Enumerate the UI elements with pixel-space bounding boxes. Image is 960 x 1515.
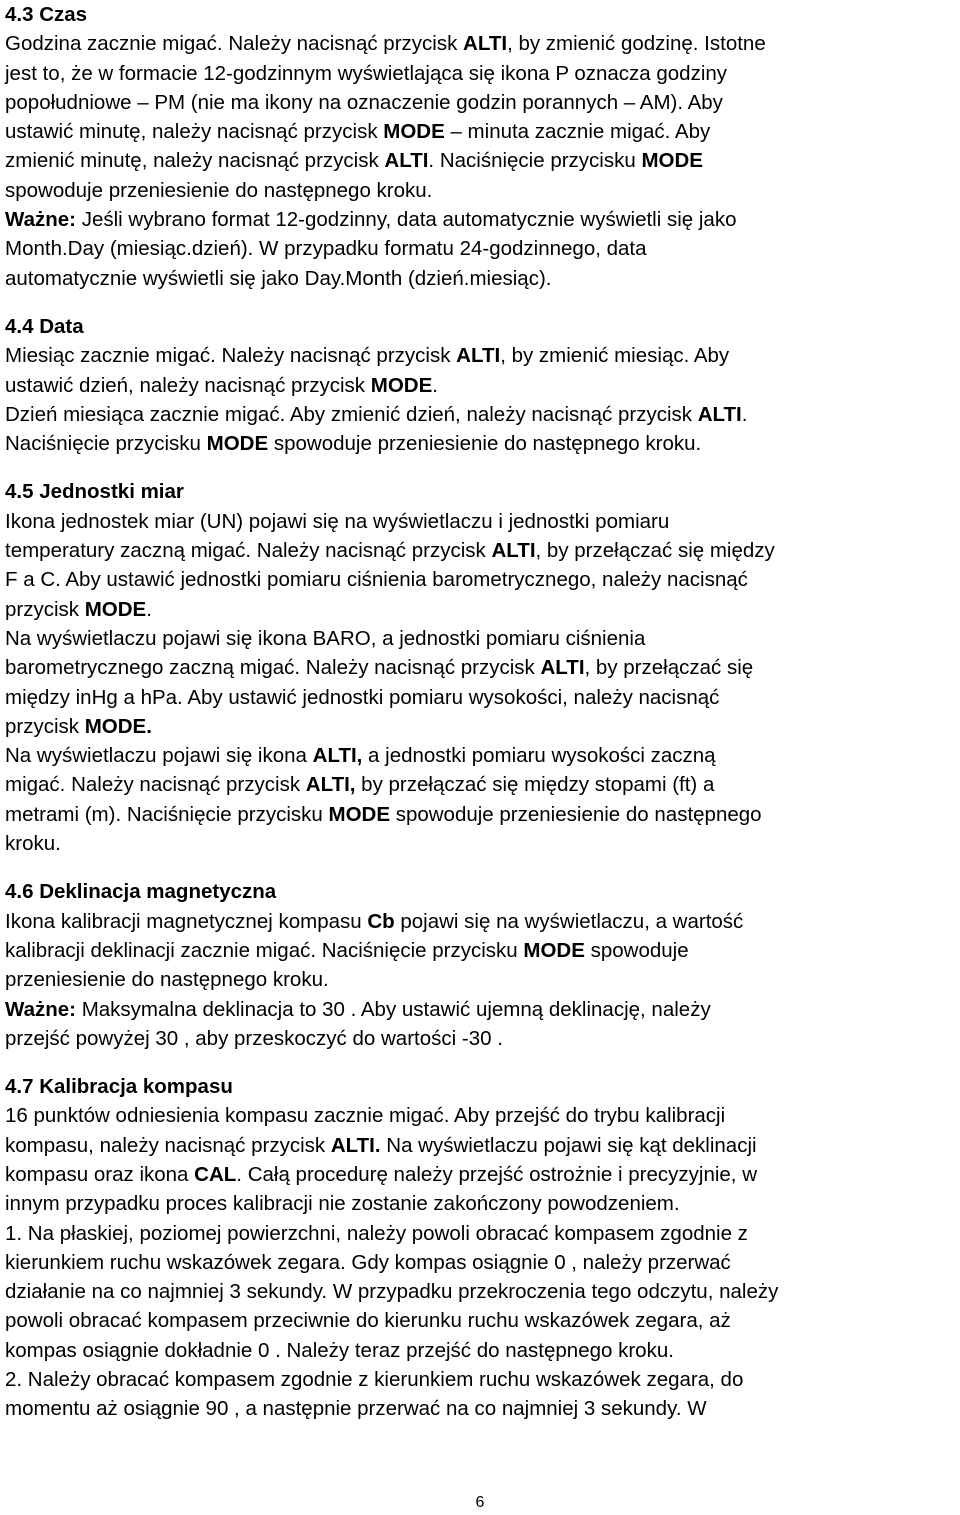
section-gap [5, 458, 957, 477]
text-segment: F a C. Aby ustawić jednostki pomiaru ciśnienia barometrycznego, należy nacisnąć [5, 568, 748, 592]
text-segment: metrami (m). Naciśnięcie przycisku [5, 802, 329, 826]
text-line [5, 1160, 957, 1189]
text-segment: powoli obracać kompasem przeciwnie do kierunku ruchu wskazówek zegara, aż [5, 1309, 731, 1333]
bold-text: ALTI [384, 149, 429, 173]
text-line [5, 965, 957, 994]
text-segment: Maksymalna deklinacja to 30 . Aby ustawić ujemną deklinację, należy [76, 997, 711, 1021]
text-segment: Dzień miesiąca zacznie migać. Aby zmienić dzień, należy nacisnąć przycisk [5, 402, 698, 426]
text-segment: przycisk [5, 714, 85, 738]
page-number: 6 [475, 1494, 485, 1511]
section-heading: 4.6 Deklinacja magnetyczna [5, 880, 277, 904]
text-line [5, 741, 957, 770]
text-segment: a jednostki pomiaru wysokości zaczną [362, 744, 716, 768]
text-line [5, 1277, 957, 1306]
text-segment: zmienić minutę, należy nacisnąć przycisk [5, 149, 385, 173]
text-segment: Naciśnięcie przycisku [5, 432, 207, 456]
text-segment: Godzina zacznie migać. Należy nacisnąć przycisk [5, 32, 464, 56]
bold-text: ALTI, [312, 744, 363, 768]
text-segment: Miesiąc zacznie migać. Należy nacisnąć przycisk [5, 344, 457, 368]
text-segment: kompas osiągnie dokładnie 0 . Należy teraz przejść do następnego kroku. [5, 1338, 674, 1362]
text-line [5, 176, 957, 205]
text-segment: migać. Należy nacisnąć przycisk [5, 773, 306, 797]
text-line [5, 117, 957, 146]
text-line [5, 429, 957, 458]
text-segment: . Naciśnięcie przycisku [428, 149, 642, 173]
text-segment: pojawi się na wyświetlaczu, a wartość [394, 909, 744, 933]
text-segment: spowoduje przeniesienie do następnego kroku. [268, 432, 702, 456]
bold-text: ALTI [697, 402, 742, 426]
text-segment: Jeśli wybrano format 12-godzinny, data automatycznie wyświetli się jako [76, 208, 737, 232]
section-heading: 4.5 Jednostki miar [5, 480, 184, 504]
text-line [5, 234, 957, 263]
text-line [5, 936, 957, 965]
text-segment: kalibracji deklinacji zacznie migać. Naciśnięcie przycisku [5, 938, 524, 962]
text-segment: Ikona kalibracji magnetycznej kompasu [5, 909, 368, 933]
text-segment: spowoduje przeniesienie do następnego kroku. [5, 178, 433, 202]
text-line [5, 995, 957, 1024]
bold-text: MODE. [84, 714, 152, 738]
section [5, 1072, 957, 1424]
text-line [5, 1101, 957, 1130]
text-segment: przeniesienie do następnego kroku. [5, 968, 329, 992]
text-segment: barometrycznego zaczną migać. Należy nacisnąć przycisk [5, 656, 541, 680]
text-segment: kompasu oraz ikona [5, 1162, 195, 1186]
text-segment: innym przypadku proces kalibracji nie zostanie zakończony powodzeniem. [5, 1192, 680, 1216]
text-line [5, 653, 957, 682]
text-line [5, 800, 957, 829]
text-segment: popołudniowe – PM (nie ma ikony na oznaczenie godzin porannych – AM). Aby [5, 90, 723, 114]
text-segment: – minuta zacznie migać. Aby [444, 120, 711, 144]
text-segment: . [432, 373, 438, 397]
bold-text: ALTI, [305, 773, 356, 797]
text-line [5, 59, 957, 88]
bold-text: MODE [523, 938, 585, 962]
text-segment: . Całą procedurę należy przejść ostrożnie i precyzyjnie, w [236, 1162, 757, 1186]
bold-text: MODE [84, 597, 147, 621]
text-segment: Ikona jednostek miar (UN) pojawi się na wyświetlaczu i jednostki pomiaru [5, 509, 670, 533]
text-line [5, 400, 957, 429]
text-line [5, 371, 957, 400]
text-segment: , by zmienić miesiąc. Aby [500, 344, 730, 368]
text-segment: kompasu, należy nacisnąć przycisk [5, 1133, 331, 1157]
text-line [5, 146, 957, 175]
text-segment: ustawić dzień, należy nacisnąć przycisk [5, 373, 371, 397]
text-segment: 16 punktów odniesienia kompasu zacznie migać. Aby przejść do trybu kalibracji [5, 1104, 726, 1128]
bold-text: MODE [383, 120, 445, 144]
text-segment: by przełączać się między stopami (ft) a [355, 773, 715, 797]
text-segment: między inHg a hPa. Aby ustawić jednostki pomiaru wysokości, należy nacisnąć [5, 685, 720, 709]
text-line [5, 770, 957, 799]
text-segment: jest to, że w formacie 12-godzinnym wyświetlająca się ikona P oznacza godziny [5, 61, 728, 85]
section-gap [5, 293, 957, 312]
bold-text: ALTI. [330, 1133, 381, 1157]
text-segment: kierunkiem ruchu wskazówek zegara. Gdy kompas osiągnie 0 , należy przerwać [5, 1250, 731, 1274]
text-segment: Month.Day (miesiąc.dzień). W przypadku formatu 24-godzinnego, data [5, 237, 647, 261]
section [5, 877, 957, 1053]
bold-text: MODE [328, 802, 390, 826]
text-segment: . [146, 597, 152, 621]
text-line [5, 1189, 957, 1218]
section [5, 312, 957, 458]
text-line [5, 565, 957, 594]
text-segment: kroku. [5, 832, 61, 856]
text-segment: , by przełączać się [584, 656, 754, 680]
text-line [5, 712, 957, 741]
text-segment: automatycznie wyświetli się jako Day.Month (dzień.miesiąc). [5, 266, 552, 290]
text-line [5, 264, 957, 293]
bold-text: MODE [370, 373, 433, 397]
text-line [5, 1336, 957, 1365]
bold-text: ALTI [491, 539, 536, 563]
text-segment: przejść powyżej 30 , aby przeskoczyć do wartości -30 . [5, 1026, 503, 1050]
bold-text: ALTI [463, 32, 508, 56]
text-line [5, 205, 957, 234]
text-segment: temperatury zaczną migać. Należy nacisnąć przycisk [5, 539, 492, 563]
text-segment: 1. Na płaskiej, poziomej powierzchni, należy powoli obracać kompasem zgodnie z [5, 1221, 748, 1245]
bold-text: Cb [367, 909, 395, 933]
text-line [5, 29, 957, 58]
text-line [5, 1365, 957, 1394]
text-segment: , by zmienić godzinę. Istotne [507, 32, 766, 56]
text-segment: Na wyświetlaczu pojawi się kąt deklinacji [380, 1133, 757, 1157]
text-segment: spowoduje przeniesienie do następnego [390, 802, 762, 826]
text-segment: momentu aż osiągnie 90 , a następnie przerwać na co najmniej 3 sekundy. W [5, 1397, 707, 1421]
bold-text: MODE [641, 149, 703, 173]
text-line [5, 1131, 957, 1160]
text-line [5, 829, 957, 858]
text-line [5, 1248, 957, 1277]
text-segment: przycisk [5, 597, 85, 621]
text-line [5, 1219, 957, 1248]
text-line [5, 1306, 957, 1335]
text-segment: Na wyświetlaczu pojawi się ikona BARO, a jednostki pomiaru ciśnienia [5, 626, 646, 650]
text-line [5, 683, 957, 712]
section [5, 0, 957, 293]
section-gap [5, 858, 957, 877]
text-segment: Na wyświetlaczu pojawi się ikona [5, 744, 313, 768]
text-line [5, 624, 957, 653]
text-line [5, 1394, 957, 1423]
section-gap [5, 1053, 957, 1072]
bold-text: ALTI [456, 344, 501, 368]
section-heading: 4.7 Kalibracja kompasu [5, 1075, 233, 1099]
text-line [5, 595, 957, 624]
bold-text: Ważne: [5, 208, 76, 232]
text-line [5, 341, 957, 370]
section-heading: 4.4 Data [5, 314, 84, 338]
bold-text: Ważne: [5, 997, 76, 1021]
bold-text: CAL [194, 1162, 237, 1186]
document-page [5, 0, 957, 1424]
text-line [5, 536, 957, 565]
bold-text: ALTI [540, 656, 585, 680]
text-segment: 2. Należy obracać kompasem zgodnie z kierunkiem ruchu wskazówek zegara, do [5, 1368, 744, 1392]
text-segment: , by przełączać się między [535, 539, 775, 563]
text-segment: działanie na co najmniej 3 sekundy. W przypadku przekroczenia tego odczytu, należy [5, 1280, 779, 1304]
text-segment: . [741, 402, 748, 426]
text-line [5, 507, 957, 536]
text-line [5, 907, 957, 936]
section-heading: 4.3 Czas [5, 3, 88, 26]
text-line [5, 88, 957, 117]
section [5, 477, 957, 858]
text-segment: ustawić minutę, należy nacisnąć przycisk [5, 120, 384, 144]
text-line [5, 1024, 957, 1053]
text-segment: spowoduje [584, 938, 689, 962]
bold-text: MODE [206, 432, 269, 456]
